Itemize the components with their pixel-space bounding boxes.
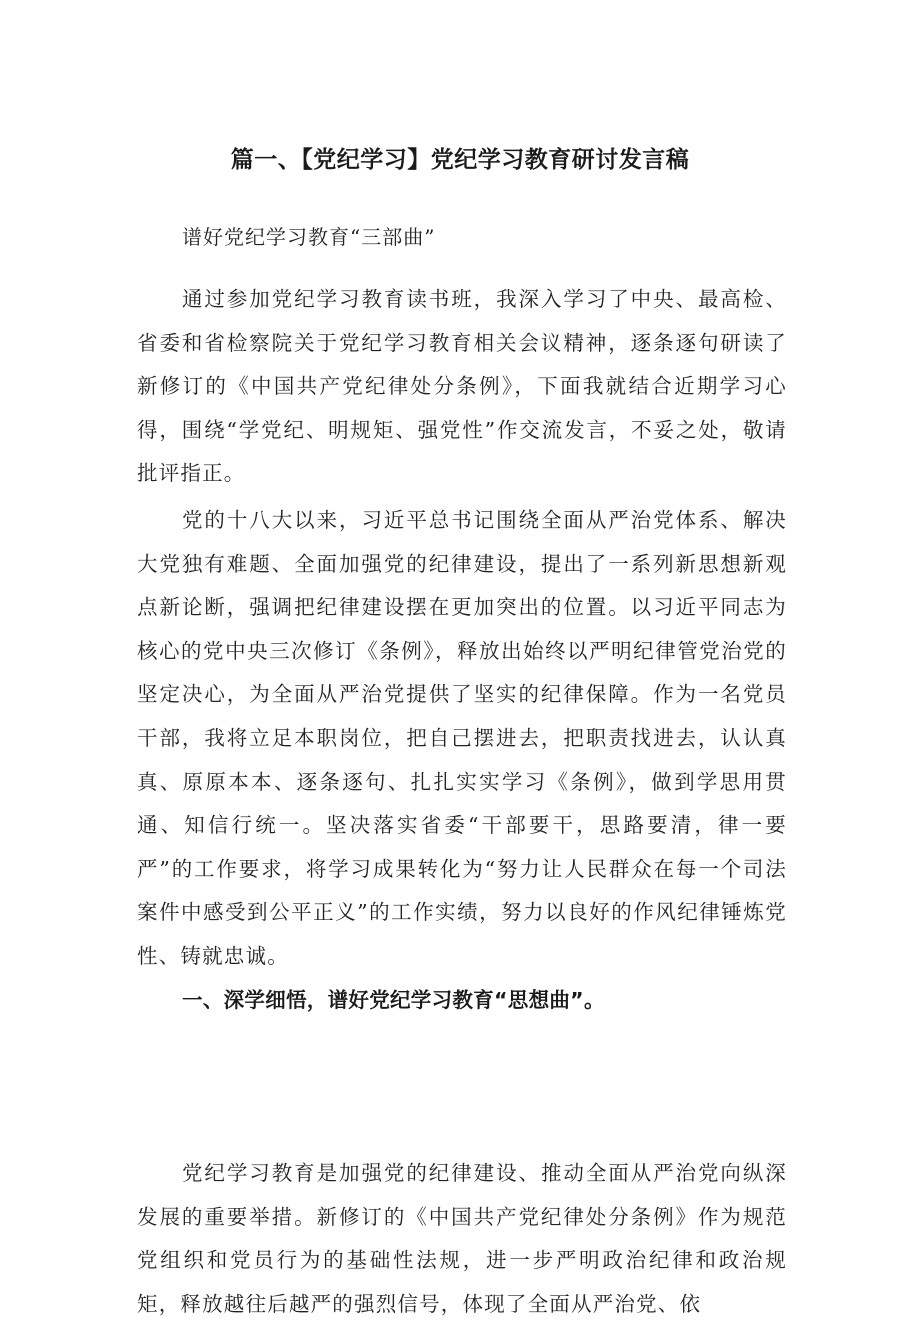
section-heading: 一、深学细悟，谱好党纪学习教育“思想曲”。 <box>182 988 605 1012</box>
paragraph-intro: 通过参加党纪学习教育读书班，我深入学习了中央、最高检、省委和省检察院关于党纪学习教育相关会议精神，逐条逐句研读了新修订的《中国共产党纪律处分条例》，下面我就结合近期学习心得，围绕“学党纪、明规矩、强党性”作交流发言，不妥之处，敬请批评指正。 <box>137 287 787 486</box>
document-subtitle: 谱好党纪学习教育“三部曲” <box>182 225 436 249</box>
document-title: 篇一、【党纪学习】党纪学习教育研讨发言稿 <box>230 147 690 173</box>
paragraph-section-one: 党纪学习教育是加强党的纪律建设、推动全面从严治党向纵深发展的重要举措。新修订的《中国共产党纪律处分条例》作为规范党组织和党员行为的基础性法规，进一步严明政治纪律和政治规矩，释放越往后越严的强烈信号，体现了全面从严治党、依 <box>137 1161 787 1316</box>
paragraph-background: 党的十八大以来，习近平总书记围绕全面从严治党体系、解决大党独有难题、全面加强党的纪律建设，提出了一系列新思想新观点新论断，强调把纪律建设摆在更加突出的位置。以习近平同志为核心的党中央三次修订《条例》，释放出始终以严明纪律管党治党的坚定决心，为全面从严治党提供了坚实的纪律保障。作为一名党员干部，我将立足本职岗位，把自己摆进去，把职责找进去，认认真真、原原本本、逐条逐句、扎扎实实学习《条例》，做到学思用贯通、知信行统一。坚决落实省委“干部要干，思路要清，律一要严”的工作要求，将学习成果转化为“努力让人民群众在每一个司法案件中感受到公平正义”的工作实绩，努力以良好的作风纪律锤炼党性、铸就忠诚。 <box>137 508 787 968</box>
